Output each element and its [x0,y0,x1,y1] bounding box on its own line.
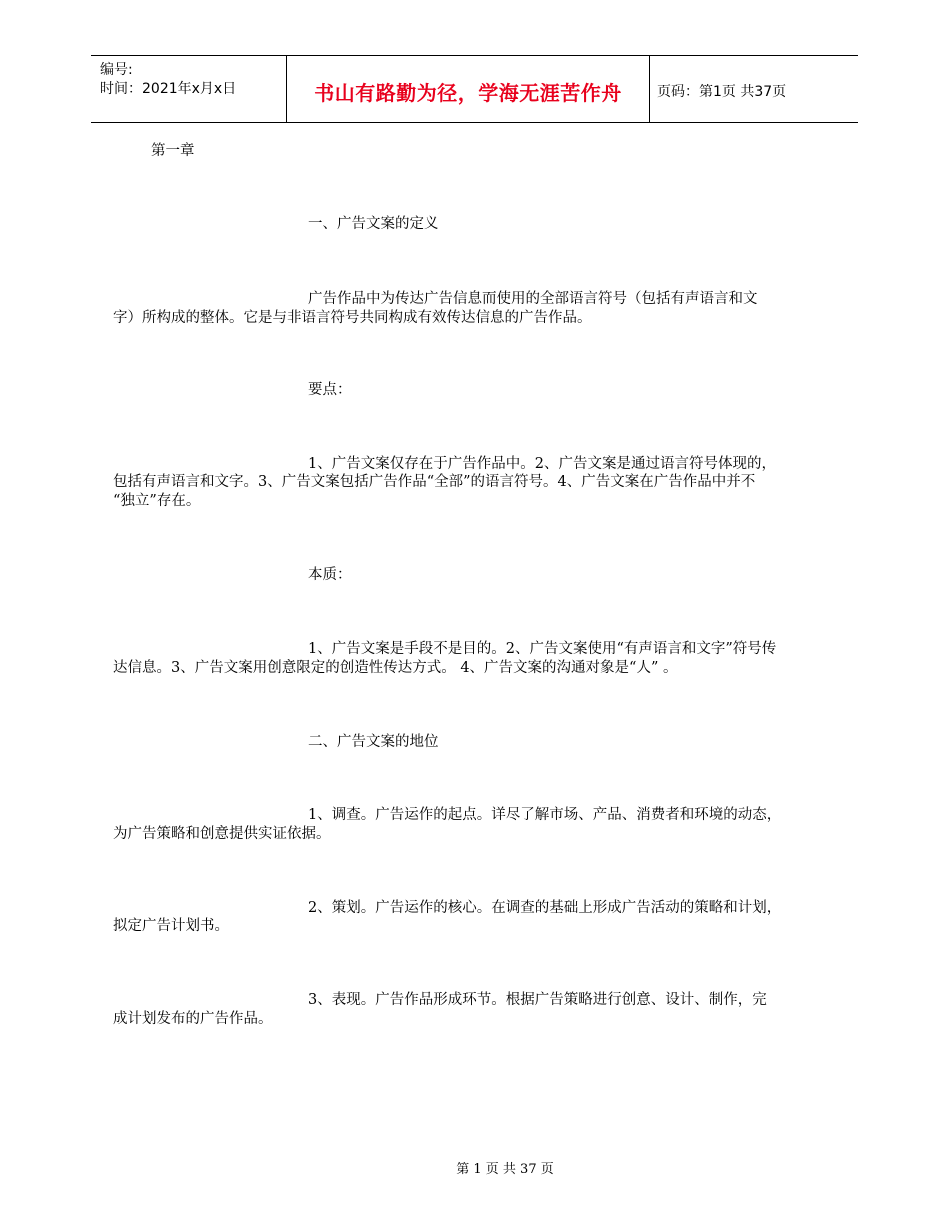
chapter-title: 第一章 [151,143,195,159]
key-points-label: 要点： [308,382,352,398]
page-footer: 第 1 页 共 37 页 [456,1162,554,1177]
position-item-2-line-1: 2、策划。广告运作的核心。在调查的基础上形成广告活动的策略和计划， [308,900,782,916]
motto: 书山有路勤为径，学海无涯苦作舟 [314,81,622,105]
page-info: 页码：第1页 共37页 [657,84,787,100]
section-2-title: 二、广告文案的地位 [308,734,439,750]
position-item-3-line-1: 3、表现。广告作品形成环节。根据广告策略进行创意、设计、制作，完 [308,992,767,1008]
header-left-cell [91,56,285,122]
definition-line-1: 广告作品中为传达广告信息而使用的全部语言符号（包括有声语言和文 [308,291,758,307]
page-header [91,55,858,123]
essence-label: 本质： [308,567,352,583]
position-item-1-line-1: 1、调查。广告运作的起点。详尽了解市场、产品、消费者和环境的动态， [308,807,782,823]
position-item-3-line-2: 成计划发布的广告作品。 [113,1011,273,1027]
key-points-line-2: 包括有声语言和文字。3、广告文案包括广告作品“全部”的语言符号。4、广告文案在广告作品中并不 [113,474,756,490]
time-label: 时间：2021年x月x日 [100,81,237,97]
serial-number-label: 编号: [100,62,133,78]
essence-line-1: 1、广告文案是手段不是目的。2、广告文案使用“有声语言和文字”符号传 [308,641,777,657]
header-right-cell [649,56,858,122]
position-item-2-line-2: 拟定广告计划书。 [113,918,229,934]
position-item-1-line-2: 为广告策略和创意提供实证依据。 [113,826,331,842]
header-motto-cell [286,56,650,122]
essence-line-2: 达信息。3、广告文案用创意限定的创造性传达方式。 4、广告文案的沟通对象是“人” 。 [113,660,678,676]
key-points-line-1: 1、广告文案仅存在于广告作品中。2、广告文案是通过语言符号体现的， [308,456,776,472]
section-1-title: 一、广告文案的定义 [308,216,439,232]
key-points-line-3: “独立”存在。 [113,493,201,509]
definition-line-2: 字）所构成的整体。它是与非语言符号共同构成有效传达信息的广告作品。 [113,310,592,326]
